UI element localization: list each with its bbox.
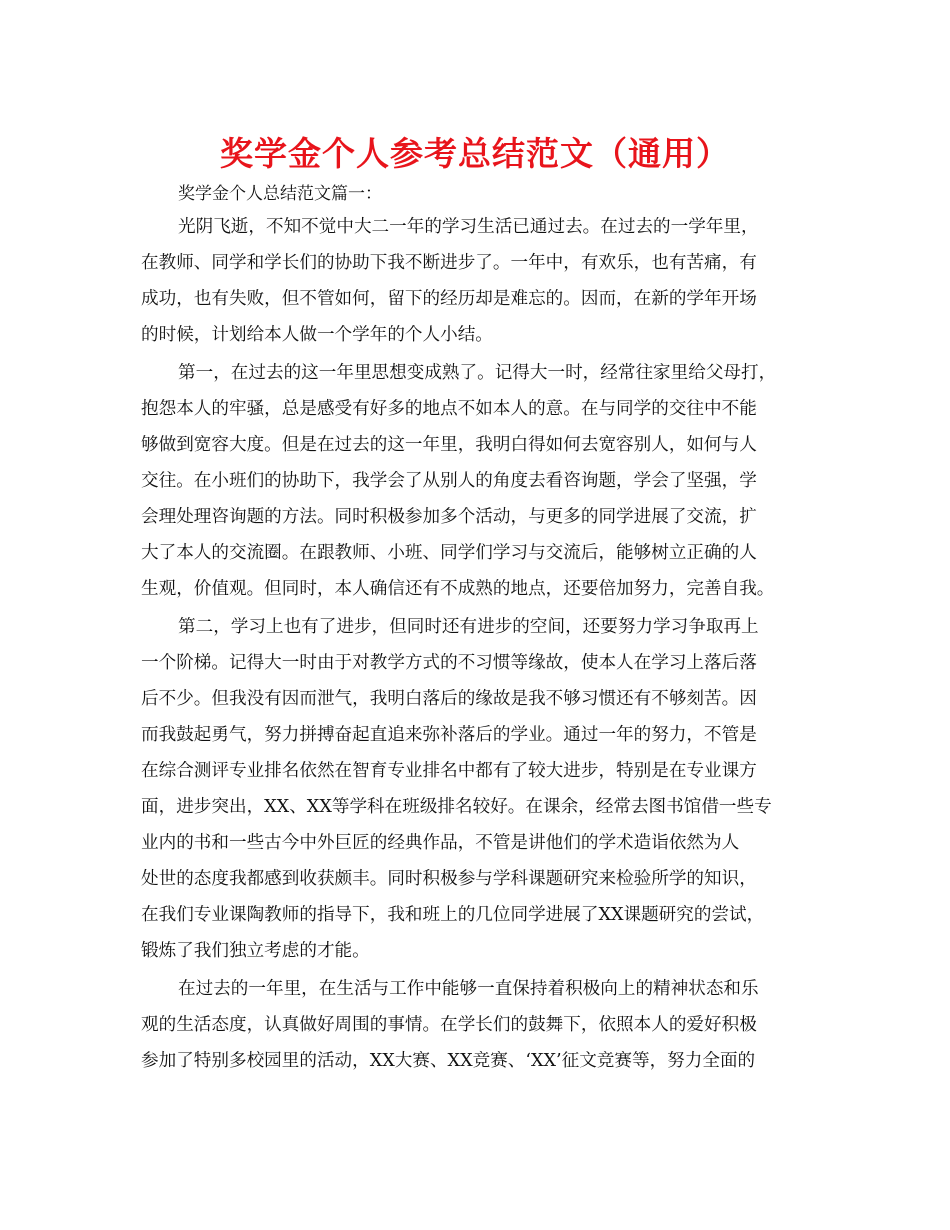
paragraph-line: 光阴飞逝，不知不觉中大二一年的学习生活已通过去。在过去的一学年里， (178, 217, 759, 237)
paragraph-line: 的时候，计划给本人做一个学年的个人小结。 (141, 325, 493, 345)
paragraph-line: 处世的态度我都感到收获颇丰。同时积极参与学科课题研究来检验所学的知识， (141, 869, 757, 889)
paragraph-line: 大了本人的交流圈。在跟教师、小班、同学们学习与交流后，能够树立正确的人 (141, 543, 757, 563)
paragraph-line: 生观，价值观。但同时，本人确信还有不成熟的地点，还要倍加努力，完善自我。 (141, 579, 775, 599)
paragraph-line: 面，进步突出，XX、XX等学科在班级排名较好。在课余，经常去图书馆借一些专 (141, 797, 772, 817)
paragraph-line: 成功，也有失败，但不管如何，留下的经历却是难忘的。因而，在新的学年开场 (141, 289, 757, 309)
paragraph-line: 而我鼓起勇气，努力拼搏奋起直追来弥补落后的学业。通过一年的努力，不管是 (141, 725, 757, 745)
paragraph-line: 在教师、同学和学长们的协助下我不断进步了。一年中，有欢乐，也有苦痛，有 (141, 253, 757, 273)
paragraph-line: 业内的书和一些古今中外巨匠的经典作品，不管是讲他们的学术造诣依然为人 (141, 833, 740, 853)
paragraph-line: 一个阶梯。记得大一时由于对教学方式的不习惯等缘故，使本人在学习上落后落 (141, 653, 757, 673)
paragraph-line: 抱怨本人的牢骚，总是感受有好多的地点不如本人的意。在与同学的交往中不能 (141, 399, 757, 419)
paragraph-line: 后不少。但我没有因而泄气，我明白落后的缘故是我不够习惯还有不够刻苦。因 (141, 689, 757, 709)
paragraph-line: 第二，学习上也有了进步，但同时还有进步的空间，还要努力学习争取再上 (178, 617, 759, 637)
paragraph-line: 观的生活态度，认真做好周围的事情。在学长们的鼓舞下，依照本人的爱好积极 (141, 1015, 757, 1035)
paragraph-line: 在综合测评专业排名依然在智育专业排名中都有了较大进步，特别是在专业课方 (141, 761, 757, 781)
paragraph-line: 在我们专业课陶教师的指导下，我和班上的几位同学进展了XX课题研究的尝试， (141, 905, 765, 925)
paragraph-line: 交往。在小班们的协助下，我学会了从别人的角度去看咨询题，学会了坚强，学 (141, 471, 757, 491)
paragraph-line: 在过去的一年里，在生活与工作中能够一直保持着积极向上的精神状态和乐 (178, 979, 759, 999)
paragraph-line: 锻炼了我们独立考虑的才能。 (141, 941, 370, 961)
paragraph-line: 第一，在过去的这一年里思想变成熟了。记得大一时，经常往家里给父母打， (178, 363, 777, 383)
page-title: 奖学金个人参考总结范文（通用） (220, 134, 730, 173)
section-heading: 奖学金个人总结范文篇一： (178, 184, 382, 204)
paragraph-line: 参加了特别多校园里的活动，XX大赛、XX竞赛、‘XX’征文竞赛等，努力全面的 (141, 1051, 756, 1071)
paragraph-line: 够做到宽容大度。但是在过去的这一年里，我明白得如何去宽容别人，如何与人 (141, 435, 757, 455)
paragraph-line: 会理处理咨询题的方法。同时积极参加多个活动，与更多的同学进展了交流，扩 (141, 507, 757, 527)
